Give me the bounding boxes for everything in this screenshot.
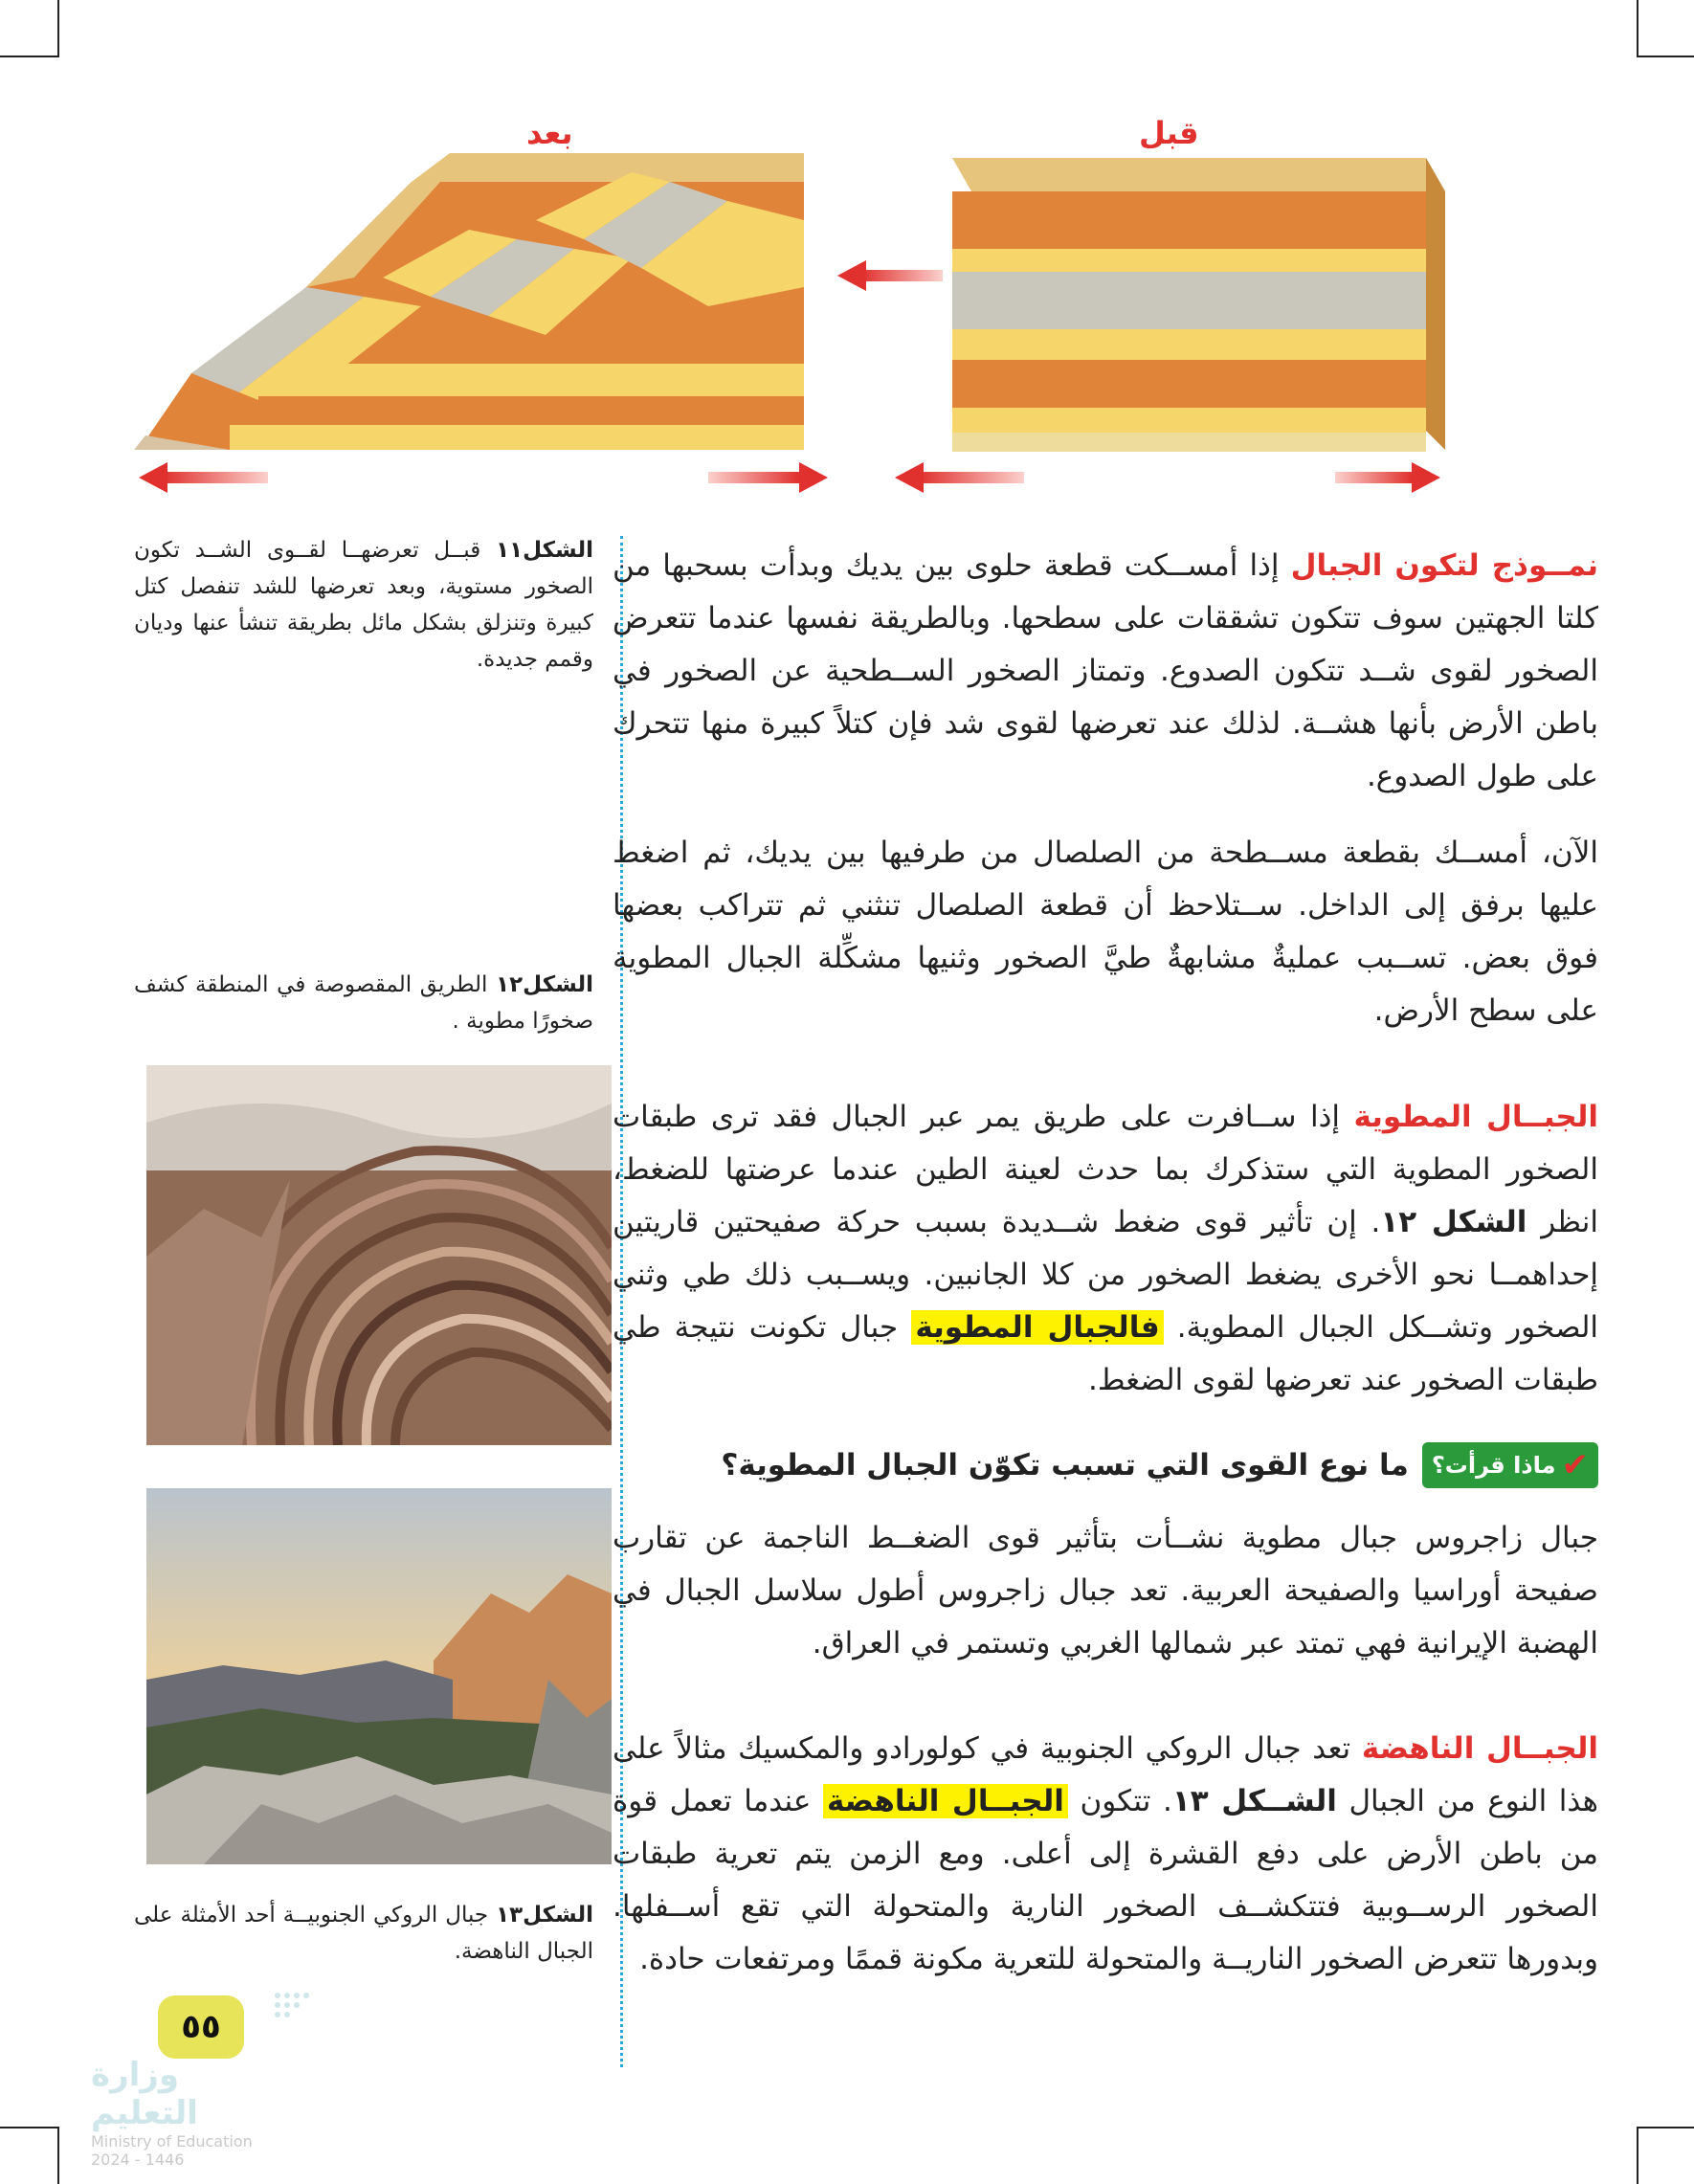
caption-fig12-text: الطريق المقصوصة في المنطقة كشف صخورًا مطوية .: [134, 972, 593, 1034]
before-block: [952, 158, 1445, 452]
page-number: ٥٥: [158, 1995, 244, 2059]
folded-term-highlight: فالجبال المطوية: [911, 1310, 1163, 1345]
arrow-left-top: [837, 260, 943, 291]
model-paragraph-1: إذا أمســكت قطعة حلوى بين يديك وبدأت بسحبها من كلتا الجهتين سوف تتكون تشققات على سطحها. وبالطريقة نفسها عندما تتعرض الصخور لقوى شــد تتكون الصدوع. وتمتاز الصخور الســطحية عن الصخور في باطن الأرض بأنها هشــة. لذلك عند تعرضها لقوى شد فإن كتلاً كبيرة منها تتحرك على طول الصدوع.: [613, 548, 1598, 793]
crop-mark: [57, 0, 59, 57]
logo-year: 2024 - 1446: [91, 2151, 185, 2169]
reading-check-question: ما نوع القوى التي تسبب تكوّن الجبال المطوية؟: [721, 1448, 1409, 1482]
section-upwarped: [613, 1723, 1598, 1986]
section-zagros: [613, 1512, 1598, 1670]
ministry-logo: [91, 2056, 282, 2169]
heading-model: نمــوذج لتكون الجبال: [1290, 548, 1598, 583]
after-block: [134, 153, 804, 450]
arrow-right-bottom-left: [708, 462, 828, 493]
folded-rocks-photo: [146, 1065, 612, 1445]
crop-mark: [1637, 0, 1638, 57]
logo-arabic: وزارة التعليم: [91, 2056, 198, 2132]
caption-figure-13: [134, 1897, 593, 1970]
label-before: قبل: [1139, 115, 1199, 151]
zagros-paragraph: جبال زاجروس جبال مطوية نشــأت بتأثير قوى الضغــط الناجمة عن تقارب صفيحة أوراسيا والصفيحة العربية. تعد جبال زاجروس أطول سلاسل الجبال في الهضبة الإيرانية فهي تمتد عبر شمالها الغربي وتستمر في العراق.: [613, 1521, 1598, 1660]
upwarped-term-highlight: الجبــال الناهضة: [823, 1784, 1068, 1818]
heading-folded-mountains: الجبــال المطوية: [1353, 1100, 1599, 1134]
crop-mark: [0, 2127, 57, 2128]
model-paragraph-2: الآن، أمســك بقطعة مســطحة من الصلصال من طرفيها بين يديك، ثم اضغط عليها برفق إلى الداخل. ســتلاحظ أن قطعة الصلصال تنثني ثم تتراكب بعضها فوق بعض. تســبب عمليةٌ مشابهةٌ طيَّ الصخور وثنيها مشكِّلة الجبال المطوية على سطح الأرض.: [613, 836, 1598, 1028]
caption-fig13-number: الشكل١٣: [496, 1903, 593, 1928]
heading-upwarped-mountains: الجبــال الناهضة: [1361, 1731, 1598, 1766]
crop-mark: [0, 56, 57, 57]
section-model: [613, 540, 1598, 803]
section-folded: [613, 1091, 1598, 1407]
logo-dots: [273, 1991, 321, 2029]
folded-text-3: جبال تكونت نتيجة طي طبقات الصخور عند تعرضها لقوى الضغط.: [613, 1310, 1598, 1397]
crop-mark: [1638, 56, 1694, 57]
arrow-left-bottom-left: [139, 462, 268, 493]
folded-text-1: إذا ســافرت على طريق يمر عبر الجبال فقد ترى طبقات الصخور المطوية التي ستذكرك بما حدث لعينة الطين عندما عرضتها للضغط، انظر: [613, 1100, 1598, 1239]
arrow-right-bottom-right: [1335, 462, 1440, 493]
label-after: بعد: [526, 115, 573, 151]
folded-fig-ref: الشكل ١٢: [1380, 1205, 1527, 1239]
upwarped-text-1: تعد جبال الروكي الجنوبية في كولورادو والمكسيك مثالاً على هذا النوع من الجبال: [613, 1731, 1599, 1818]
caption-figure-12: [134, 967, 593, 1039]
caption-fig12-number: الشكل١٢: [496, 972, 594, 997]
crop-mark: [57, 2127, 59, 2184]
caption-figure-11: [134, 532, 593, 678]
reading-check: [613, 1442, 1598, 1488]
caption-fig11-number: الشكل١١: [496, 538, 593, 563]
upwarped-text-2: . تتكون: [1080, 1784, 1172, 1818]
reading-check-label: ماذا قرأت؟: [1431, 1452, 1556, 1479]
arrow-left-bottom-right: [895, 462, 1024, 493]
crop-mark: [1637, 2127, 1638, 2184]
section-model-2: [613, 827, 1598, 1037]
caption-fig11-text: قبــل تعرضهــا لقــوى الشــد تكون الصخور مستوية، وبعد تعرضها للشد تنفصل كتل كبيرة وتنزلق بشكل مائل بطريقة تنشأ عنها وديان وقمم جديدة.: [134, 538, 593, 672]
upwarped-fig-ref: الشــكل ١٣: [1171, 1784, 1337, 1818]
crop-mark: [1638, 2127, 1694, 2128]
folded-text-2: . إن تأثير قوى ضغط شــديدة بسبب حركة صفيحتين قاريتين إحداهمــا نحو الأخرى يضغط الصخور من كلا الجانبين. ويســبب ذلك طي وثني الصخور وتشــكل الجبال المطوية.: [613, 1205, 1599, 1345]
rocky-mountains-photo: [146, 1488, 612, 1864]
upwarped-text-3: عندما تعمل قوة من باطن الأرض على دفع القشرة إلى أعلى. ومع الزمن يتم تعرية طبقات الصخور الرســوبية فتتكشــف الصخور النارية والمتحولة التي تقع أســفلها. وبدورها تتعرض الصخور الناريــة والمتحولة للتعرية مكونة قممًا ومرتفعات حادة.: [613, 1784, 1598, 1976]
logo-english: Ministry of Education: [91, 2132, 253, 2151]
checkmark-icon: ✔: [1561, 1446, 1589, 1484]
caption-fig13-text: جبال الروكي الجنوبيــة أحد الأمثلة على الجبال الناهضة.: [134, 1903, 593, 1964]
reading-check-badge: [1422, 1442, 1598, 1488]
fault-block-diagram: [134, 144, 1445, 507]
